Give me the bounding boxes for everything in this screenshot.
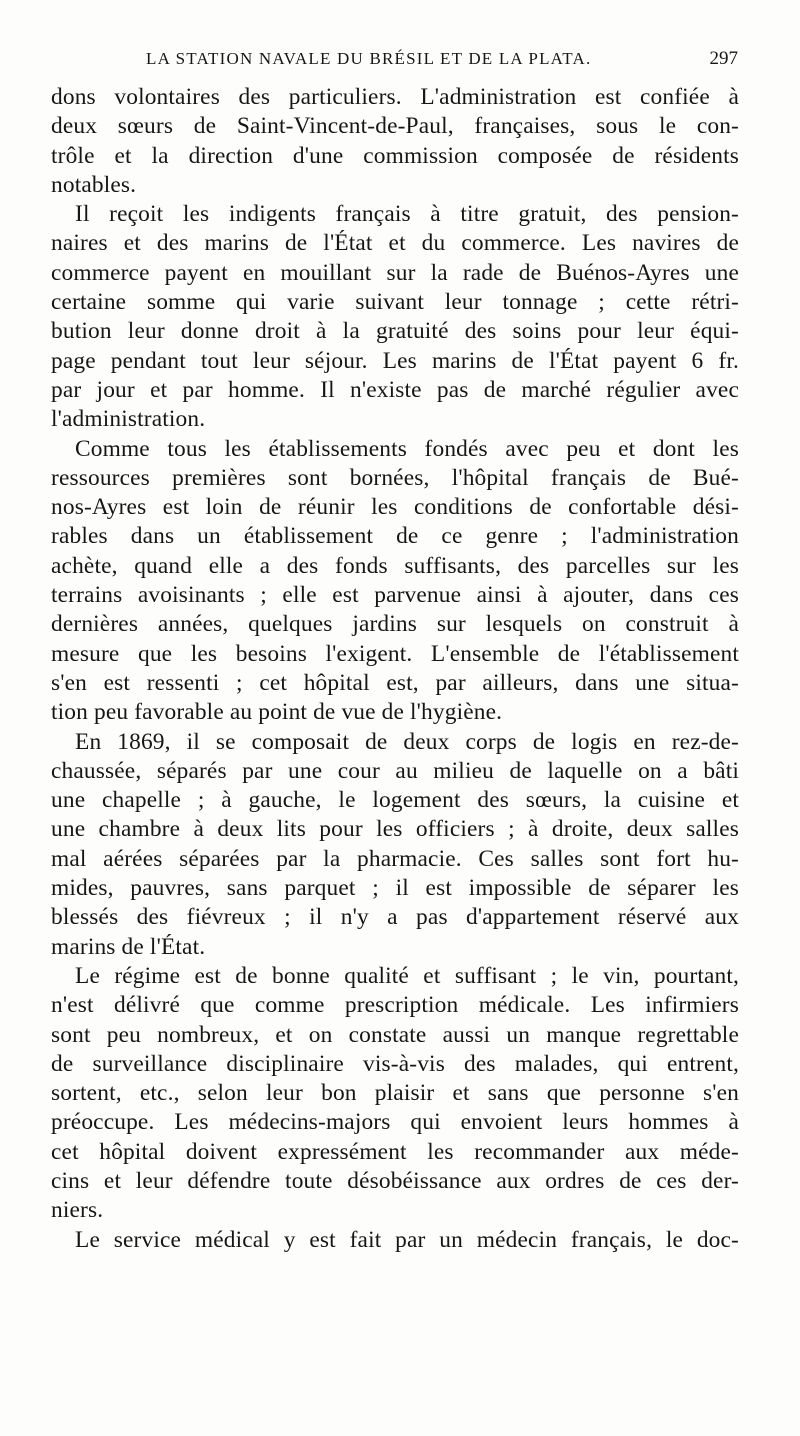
text-line: cet hôpital doivent expressément les recommander aux méde- <box>51 1138 739 1165</box>
text-line: une chambre à deux lits pour les officiers ; à droite, deux salles <box>51 816 739 843</box>
text-line: tion peu favorable au point de vue de l'hygiène. <box>51 699 503 726</box>
text-line: ressources premières sont bornées, l'hôpital français de Bué- <box>51 464 739 491</box>
page-number: 297 <box>709 48 738 69</box>
text-line: une chapelle ; à gauche, le logement des sœurs, la cuisine et <box>51 787 739 814</box>
running-title: LA STATION NAVALE DU BRÉSIL ET DE LA PLATA. <box>146 49 592 68</box>
text-line: notables. <box>51 171 137 198</box>
text-line: nos-Ayres est loin de réunir les conditions de confortable dési- <box>51 494 739 521</box>
text-line: chaussée, séparés par une cour au milieu de laquelle on a bâti <box>51 757 739 784</box>
text-line: naires et des marins de l'État et du commerce. Les navires de <box>51 230 739 257</box>
text-line: commerce payent en mouillant sur la rade de Buénos-Ayres une <box>51 259 739 286</box>
text-line: blessés des fiévreux ; il n'y a pas d'appartement réservé aux <box>51 904 739 931</box>
paragraph-start-line: Il reçoit les indigents français à titre gratuit, des pension- <box>75 201 739 228</box>
text-line: trôle et la direction d'une commission composée de résidents <box>51 142 739 169</box>
text-line: rables dans un établissement de ce genre ; l'administration <box>51 523 739 550</box>
text-line: terrains avoisinants ; elle est parvenue ainsi à ajouter, dans ces <box>51 582 739 609</box>
text-line: mal aérées séparées par la pharmacie. Ces salles sont fort hu- <box>51 845 739 872</box>
paragraph-start-line: Comme tous les établissements fondés avec peu et dont les <box>75 435 739 462</box>
text-line: sortent, etc., selon leur bon plaisir et sans que personne s'en <box>51 1080 739 1107</box>
text-line: n'est délivré que comme prescription médicale. Les infirmiers <box>51 992 739 1019</box>
text-line: l'administration. <box>51 406 206 433</box>
text-line: cins et leur défendre toute désobéissance aux ordres de ces der- <box>51 1167 739 1194</box>
text-line: par jour et par homme. Il n'existe pas de marché régulier avec <box>51 376 739 403</box>
text-line: préoccupe. Les médecins-majors qui envoient leurs hommes à <box>51 1109 739 1136</box>
text-line: mides, pauvres, sans parquet ; il est impossible de séparer les <box>51 875 739 902</box>
text-line: bution leur donne droit à la gratuité des soins pour leur équi- <box>51 318 739 345</box>
text-line: dernières années, quelques jardins sur lesquels on construit à <box>51 611 739 638</box>
text-line: niers. <box>51 1197 104 1224</box>
text-line: s'en est ressenti ; cet hôpital est, par ailleurs, dans une situa- <box>51 669 739 696</box>
text-line: dons volontaires des particuliers. L'administration est confiée à <box>51 84 739 110</box>
text-line: mesure que les besoins l'exigent. L'ensemble de l'établissement <box>51 640 739 667</box>
text-line: certaine somme qui varie suivant leur tonnage ; cette rétri- <box>51 289 739 316</box>
text-line: de surveillance disciplinaire vis-à-vis des malades, qui entrent, <box>51 1050 739 1077</box>
text-line: deux sœurs de Saint-Vincent-de-Paul, françaises, sous le con- <box>51 113 739 140</box>
text-line: sont peu nombreux, et on constate aussi un manque regrettable <box>51 1021 739 1048</box>
body-text <box>51 83 739 1255</box>
text-line: marins de l'État. <box>51 933 206 960</box>
text-line: achète, quand elle a des fonds suffisants, des parcelles sur les <box>51 552 739 579</box>
paragraph-start-line: En 1869, il se composait de deux corps de logis en rez-de- <box>75 728 739 755</box>
paragraph-start-line: Le régime est de bonne qualité et suffisant ; le vin, pourtant, <box>75 962 739 989</box>
running-header <box>146 44 738 74</box>
paragraph-start-line: Le service médical y est fait par un médecin français, le doc- <box>75 1226 739 1253</box>
text-line: page pendant tout leur séjour. Les marins de l'État payent 6 fr. <box>51 347 739 374</box>
